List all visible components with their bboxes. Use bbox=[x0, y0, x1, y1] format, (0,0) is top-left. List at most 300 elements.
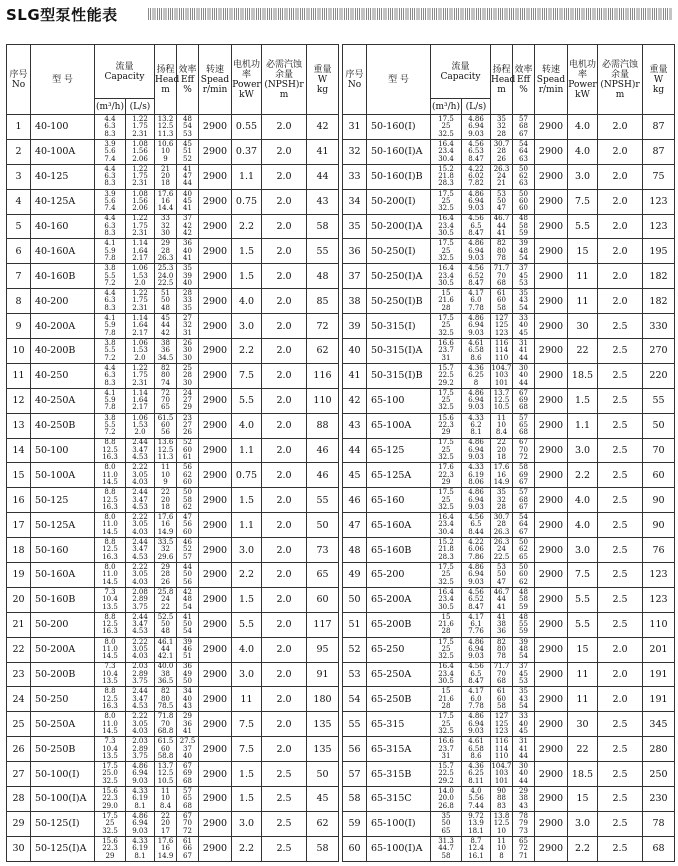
cell-speed: 2900 bbox=[535, 836, 568, 861]
cell-speed: 2900 bbox=[199, 189, 232, 214]
cell-speed: 2900 bbox=[199, 612, 232, 637]
cell-value-line: 30 bbox=[183, 378, 192, 387]
cell-npsh: 2.5 bbox=[598, 612, 643, 637]
cell-speed: 2900 bbox=[535, 587, 568, 612]
cell-capacity-ls bbox=[126, 712, 155, 737]
cell-value-line: 26.3 bbox=[493, 527, 510, 536]
cell-value-line: 32.5 bbox=[438, 727, 454, 736]
cell-value-line: 25 bbox=[441, 644, 451, 653]
cell-value-line: 11.0 bbox=[102, 570, 118, 579]
header-speed: 转速 Spead r/min bbox=[199, 45, 232, 115]
cell-value-line: 10.6 bbox=[157, 139, 174, 148]
cell-value-line: 40 bbox=[183, 694, 192, 703]
cell-value-line: 67 bbox=[519, 503, 528, 511]
cell-value-line: 16 bbox=[161, 520, 170, 529]
cell-no: 42 bbox=[343, 388, 367, 413]
cell-value-line: 3.75 bbox=[132, 677, 148, 686]
cell-no: 8 bbox=[7, 289, 31, 314]
cell-eff bbox=[513, 289, 535, 314]
cell-capacity-m3h bbox=[431, 811, 462, 836]
cell-value-line: 4.56 bbox=[468, 513, 484, 522]
cell-value-line: 8.0 bbox=[104, 637, 116, 646]
cell-model: 65-315 bbox=[367, 712, 431, 737]
cell-value-line: 4.53 bbox=[132, 453, 148, 462]
cell-value-line: 1.64 bbox=[132, 321, 148, 330]
cell-capacity-m3h bbox=[95, 762, 126, 787]
cell-value-line: 3.9 bbox=[104, 139, 116, 148]
cell-value-line: 14.5 bbox=[102, 652, 118, 661]
cell-model: 50-250 bbox=[31, 687, 95, 712]
cell-capacity-m3h bbox=[431, 787, 462, 812]
cell-capacity-m3h bbox=[95, 612, 126, 637]
cell-value-line: 63 bbox=[519, 154, 528, 163]
cell-capacity-m3h bbox=[431, 339, 462, 364]
cell-value-line: 21.6 bbox=[438, 296, 454, 305]
table-row bbox=[343, 214, 675, 239]
cell-value-line: 123 bbox=[494, 328, 509, 337]
table-right bbox=[342, 44, 675, 862]
cell-npsh: 2.5 bbox=[598, 488, 643, 513]
cell-value-line: 4.86 bbox=[132, 811, 148, 820]
cell-capacity-ls bbox=[462, 662, 491, 687]
cell-npsh: 2.0 bbox=[262, 563, 307, 588]
cell-head bbox=[155, 139, 177, 164]
cell-value-line: 7.78 bbox=[468, 303, 484, 312]
cell-value-line: 42 bbox=[161, 328, 170, 337]
table-row bbox=[343, 538, 675, 563]
cell-value-line: 8.47 bbox=[468, 278, 484, 287]
cell-weight: 91 bbox=[307, 662, 339, 687]
cell-head bbox=[491, 363, 513, 388]
cell-model: 40-100A bbox=[31, 139, 95, 164]
cell-weight: 73 bbox=[307, 538, 339, 563]
cell-capacity-m3h bbox=[431, 289, 462, 314]
cell-value-line: 5.6 bbox=[104, 147, 116, 156]
cell-value-line: 67 bbox=[519, 129, 528, 138]
cell-no: 45 bbox=[343, 463, 367, 488]
cell-capacity-m3h bbox=[95, 712, 126, 737]
cell-value-line: 26 bbox=[161, 577, 170, 586]
table-row bbox=[343, 811, 675, 836]
cell-head bbox=[491, 787, 513, 812]
cell-value-line: 101 bbox=[494, 776, 509, 785]
cell-capacity-ls bbox=[462, 637, 491, 662]
cell-head bbox=[491, 762, 513, 787]
cell-value-line: 42 bbox=[183, 587, 192, 596]
cell-value-line: 15.7 bbox=[438, 761, 454, 770]
cell-value-line: 114 bbox=[494, 744, 509, 753]
cell-value-line: 9.03 bbox=[468, 453, 484, 462]
cell-weight: 87 bbox=[643, 115, 675, 140]
cell-npsh: 2.0 bbox=[262, 687, 307, 712]
cell-value-line: 3.47 bbox=[132, 620, 148, 629]
cell-no: 52 bbox=[343, 637, 367, 662]
cell-head bbox=[491, 612, 513, 637]
cell-no: 2 bbox=[7, 139, 31, 164]
cell-value-line: 6.19 bbox=[468, 470, 484, 479]
cell-eff bbox=[513, 264, 535, 289]
cell-value-line: 22 bbox=[161, 602, 170, 611]
cell-value-line: 40 bbox=[519, 321, 528, 330]
cell-value-line: 6.94 bbox=[468, 396, 484, 405]
cell-value-line: 4.86 bbox=[468, 114, 484, 123]
cell-value-line: 15 bbox=[441, 687, 451, 696]
cell-value-line: 4.86 bbox=[468, 712, 484, 721]
cell-power: 5.5 bbox=[232, 612, 262, 637]
cell-value-line: 3.05 bbox=[132, 470, 148, 479]
cell-capacity-ls bbox=[126, 363, 155, 388]
cell-value-line: 69 bbox=[519, 396, 528, 405]
cell-value-line: 25 bbox=[441, 321, 451, 330]
cell-speed: 2900 bbox=[535, 787, 568, 812]
cell-capacity-m3h bbox=[431, 214, 462, 239]
cell-weight: 180 bbox=[307, 687, 339, 712]
cell-value-line: 67 bbox=[519, 388, 528, 397]
cell-value-line: 5.9 bbox=[104, 396, 116, 405]
cell-model: 65-250 bbox=[367, 637, 431, 662]
cell-value-line: 38 bbox=[497, 620, 506, 629]
cell-value-line: 15.6 bbox=[438, 413, 454, 422]
cell-value-line: 101 bbox=[494, 378, 509, 387]
cell-value-line: 23.4 bbox=[438, 520, 454, 529]
cell-value-line: 22.5 bbox=[157, 278, 174, 287]
cell-model: 65-125 bbox=[367, 438, 431, 463]
cell-value-line: 1.56 bbox=[132, 196, 148, 205]
cell-value-line: 57 bbox=[519, 413, 528, 422]
cell-no: 37 bbox=[343, 264, 367, 289]
cell-capacity-m3h bbox=[95, 463, 126, 488]
cell-npsh: 2.0 bbox=[262, 538, 307, 563]
cell-value-line: 32.5 bbox=[438, 328, 454, 337]
cell-capacity-ls bbox=[462, 513, 491, 538]
table-left bbox=[6, 44, 339, 862]
cell-value-line: 6.02 bbox=[468, 172, 484, 181]
cell-value-line: 46.7 bbox=[493, 587, 510, 596]
cell-head bbox=[155, 811, 177, 836]
cell-value-line: 25 bbox=[441, 495, 451, 504]
cell-model: 65-315A bbox=[367, 737, 431, 762]
cell-value-line: 4.53 bbox=[132, 552, 148, 561]
cell-model: 50-315(I)A bbox=[367, 339, 431, 364]
cell-eff bbox=[177, 787, 199, 812]
cell-value-line: 16.4 bbox=[438, 214, 454, 223]
cell-speed: 2900 bbox=[199, 139, 232, 164]
cell-value-line: 50 bbox=[183, 620, 192, 629]
cell-value-line: 8.4 bbox=[495, 428, 508, 437]
cell-value-line: 60 bbox=[497, 296, 506, 305]
cell-value-line: 61.5 bbox=[157, 737, 174, 746]
cell-value-line: 4.53 bbox=[132, 702, 148, 711]
cell-value-line: 14.5 bbox=[102, 478, 118, 487]
cell-value-line: 7.2 bbox=[104, 353, 116, 362]
cell-value-line: 24.0 bbox=[157, 271, 174, 280]
cell-value-line: 54 bbox=[519, 702, 528, 711]
cell-npsh: 2.0 bbox=[262, 289, 307, 314]
cell-capacity-ls bbox=[126, 388, 155, 413]
cell-value-line: 11 bbox=[497, 836, 506, 845]
cell-value-line: 6.52 bbox=[468, 595, 484, 604]
cell-value-line: 2.44 bbox=[132, 612, 148, 621]
cell-no: 10 bbox=[7, 339, 31, 364]
cell-value-line: 25.8 bbox=[157, 587, 174, 596]
cell-value-line: 64 bbox=[519, 520, 528, 529]
table-row bbox=[343, 836, 675, 861]
cell-value-line: 46.7 bbox=[493, 214, 510, 223]
table-row bbox=[7, 811, 339, 836]
cell-model: 50-125A bbox=[31, 513, 95, 538]
cell-speed: 2900 bbox=[535, 737, 568, 762]
cell-no: 49 bbox=[343, 563, 367, 588]
cell-value-line: 15.7 bbox=[438, 363, 454, 372]
table-row bbox=[7, 563, 339, 588]
cell-eff bbox=[513, 662, 535, 687]
cell-head bbox=[491, 637, 513, 662]
cell-value-line: 8.1 bbox=[134, 851, 146, 860]
cell-power: 1.5 bbox=[232, 239, 262, 264]
cell-value-line: 8.8 bbox=[104, 687, 116, 696]
cell-value-line: 2.08 bbox=[132, 587, 148, 596]
cell-value-line: 10.4 bbox=[102, 669, 118, 678]
cell-capacity-ls bbox=[126, 239, 155, 264]
cell-power: 22 bbox=[568, 737, 598, 762]
cell-value-line: 60 bbox=[161, 744, 170, 753]
cell-value-line: 6.52 bbox=[468, 271, 484, 280]
cell-value-line: 39 bbox=[519, 239, 528, 248]
cell-power: 1.5 bbox=[232, 787, 262, 812]
cell-value-line: 18 bbox=[161, 179, 170, 188]
cell-value-line: 70 bbox=[161, 719, 170, 728]
cell-value-line: 1.53 bbox=[132, 346, 148, 355]
cell-value-line: 44 bbox=[497, 221, 506, 230]
cell-capacity-ls bbox=[126, 687, 155, 712]
cell-value-line: 4.56 bbox=[468, 264, 484, 273]
cell-value-line: 29 bbox=[161, 239, 170, 248]
cell-no: 28 bbox=[7, 787, 31, 812]
cell-npsh: 2.0 bbox=[262, 612, 307, 637]
cell-head bbox=[155, 737, 177, 762]
cell-speed: 2900 bbox=[199, 164, 232, 189]
cell-speed: 2900 bbox=[199, 538, 232, 563]
cell-value-line: 44 bbox=[497, 595, 506, 604]
cell-value-line: 17.6 bbox=[157, 513, 174, 522]
cell-eff bbox=[513, 239, 535, 264]
cell-head bbox=[491, 563, 513, 588]
cell-speed: 2900 bbox=[535, 239, 568, 264]
header-speed: 转速 Spead r/min bbox=[535, 45, 568, 115]
cell-value-line: 56 bbox=[183, 463, 192, 472]
cell-value-line: 29 bbox=[183, 712, 192, 721]
table-row bbox=[7, 214, 339, 239]
cell-capacity-ls bbox=[462, 289, 491, 314]
cell-value-line: 54 bbox=[519, 513, 528, 522]
cell-value-line: 80 bbox=[161, 694, 170, 703]
cell-value-line: 50 bbox=[441, 819, 451, 828]
table-row bbox=[343, 463, 675, 488]
cell-value-line: 6.58 bbox=[468, 346, 484, 355]
cell-value-line: 32.5 bbox=[102, 776, 118, 785]
header-eff: 效率 Eff % bbox=[177, 45, 199, 115]
table-row bbox=[343, 737, 675, 762]
cell-value-line: 3.8 bbox=[104, 264, 116, 273]
cell-weight: 55 bbox=[307, 488, 339, 513]
cell-value-line: 12.5 bbox=[157, 122, 174, 131]
cell-head bbox=[491, 662, 513, 687]
cell-value-line: 32.5 bbox=[438, 254, 454, 263]
cell-power: 1.5 bbox=[232, 264, 262, 289]
cell-value-line: 4.36 bbox=[468, 363, 484, 372]
cell-value-line: 4.53 bbox=[132, 627, 148, 636]
cell-model: 40-160B bbox=[31, 264, 95, 289]
cell-value-line: 4.4 bbox=[104, 114, 116, 123]
cell-value-line: 15 bbox=[441, 612, 451, 621]
cell-weight: 62 bbox=[307, 811, 339, 836]
cell-no: 15 bbox=[7, 463, 31, 488]
cell-capacity-ls bbox=[126, 339, 155, 364]
cell-capacity-m3h bbox=[431, 413, 462, 438]
cell-weight: 48 bbox=[307, 264, 339, 289]
cell-value-line: 50 bbox=[519, 562, 528, 571]
cell-value-line: 42 bbox=[183, 221, 192, 230]
cell-value-line: 30.4 bbox=[438, 154, 454, 163]
cell-capacity-ls bbox=[126, 413, 155, 438]
cell-value-line: 2.31 bbox=[132, 129, 148, 138]
cell-value-line: 10 bbox=[497, 844, 506, 853]
cell-power: 5.5 bbox=[232, 388, 262, 413]
cell-value-line: 82 bbox=[497, 239, 506, 248]
cell-capacity-m3h bbox=[95, 687, 126, 712]
cell-value-line: 23.4 bbox=[438, 595, 454, 604]
cell-capacity-ls bbox=[462, 189, 491, 214]
cell-capacity-m3h bbox=[95, 787, 126, 812]
cell-capacity-m3h bbox=[95, 637, 126, 662]
cell-value-line: 8.0 bbox=[104, 463, 116, 472]
cell-speed: 2900 bbox=[535, 189, 568, 214]
cell-power: 4.0 bbox=[232, 289, 262, 314]
cell-value-line: 4.1 bbox=[104, 313, 116, 322]
cell-npsh: 2.0 bbox=[262, 388, 307, 413]
cell-value-line: 116 bbox=[494, 737, 509, 746]
cell-value-line: 9 bbox=[163, 154, 168, 163]
table-row bbox=[7, 737, 339, 762]
cell-value-line: 58 bbox=[497, 303, 506, 312]
cell-speed: 2900 bbox=[535, 488, 568, 513]
cell-npsh: 2.5 bbox=[598, 314, 643, 339]
cell-capacity-ls bbox=[462, 388, 491, 413]
cell-value-line: 9.03 bbox=[468, 727, 484, 736]
cell-value-line: 48 bbox=[519, 214, 528, 223]
cell-value-line: 6.3 bbox=[104, 122, 116, 131]
cell-value-line: 25 bbox=[441, 196, 451, 205]
cell-value-line: 4.33 bbox=[132, 786, 148, 795]
cell-capacity-m3h bbox=[95, 488, 126, 513]
cell-value-line: 22.3 bbox=[102, 794, 118, 803]
cell-value-line: 79 bbox=[519, 819, 528, 828]
cell-value-line: 8.8 bbox=[104, 537, 116, 546]
cell-npsh: 2.0 bbox=[262, 488, 307, 513]
cell-value-line: 30.7 bbox=[493, 139, 510, 148]
cell-value-line: 4.86 bbox=[468, 388, 484, 397]
cell-value-line: 23.4 bbox=[438, 221, 454, 230]
cell-value-line: 3.8 bbox=[104, 338, 116, 347]
cell-value-line: 52.5 bbox=[157, 612, 174, 621]
cell-value-line: 125 bbox=[494, 321, 509, 330]
cell-speed: 2900 bbox=[535, 563, 568, 588]
cell-value-line: 14.5 bbox=[102, 727, 118, 736]
cell-weight: 58 bbox=[307, 836, 339, 861]
cell-speed: 2900 bbox=[535, 289, 568, 314]
cell-value-line: 6.94 bbox=[468, 495, 484, 504]
cell-value-line: 26 bbox=[183, 428, 192, 437]
cell-value-line: 74 bbox=[161, 378, 170, 387]
cell-weight: 90 bbox=[643, 488, 675, 513]
cell-value-line: 18 bbox=[497, 453, 506, 462]
cell-value-line: 11.3 bbox=[157, 129, 174, 138]
cell-value-line: 4.61 bbox=[468, 338, 484, 347]
cell-speed: 2900 bbox=[199, 737, 232, 762]
cell-speed: 2900 bbox=[199, 513, 232, 538]
cell-value-line: 125 bbox=[494, 719, 509, 728]
cell-value-line: 27 bbox=[183, 420, 192, 429]
cell-value-line: 78 bbox=[497, 652, 506, 661]
cell-value-line: 15 bbox=[441, 289, 451, 298]
cell-eff bbox=[177, 637, 199, 662]
cell-value-line: 20 bbox=[161, 819, 170, 828]
cell-capacity-m3h bbox=[431, 563, 462, 588]
cell-capacity-m3h bbox=[95, 164, 126, 189]
cell-value-line: 30.5 bbox=[438, 229, 454, 238]
cell-npsh: 2.0 bbox=[262, 737, 307, 762]
cell-no: 34 bbox=[343, 189, 367, 214]
cell-value-line: 6.06 bbox=[468, 545, 484, 554]
cell-power: 2.2 bbox=[568, 463, 598, 488]
cell-value-line: 3.9 bbox=[104, 189, 116, 198]
cell-value-line: 26.3 bbox=[157, 254, 174, 263]
cell-power: 11 bbox=[568, 289, 598, 314]
cell-weight: 191 bbox=[643, 687, 675, 712]
cell-speed: 2900 bbox=[199, 811, 232, 836]
cell-capacity-ls bbox=[462, 214, 491, 239]
cell-power: 2.2 bbox=[232, 836, 262, 861]
cell-model: 50-100(I) bbox=[31, 762, 95, 787]
cell-value-line: 36 bbox=[183, 662, 192, 671]
cell-value-line: 33 bbox=[519, 313, 528, 322]
cell-eff bbox=[177, 662, 199, 687]
cell-value-line: 35 bbox=[183, 303, 192, 312]
cell-value-line: 44 bbox=[183, 562, 192, 571]
cell-power: 0.37 bbox=[232, 139, 262, 164]
cell-head bbox=[155, 413, 177, 438]
cell-speed: 2900 bbox=[535, 811, 568, 836]
cell-head bbox=[155, 339, 177, 364]
cell-no: 14 bbox=[7, 438, 31, 463]
cell-value-line: 30.5 bbox=[438, 278, 454, 287]
cell-value-line: 21.6 bbox=[438, 620, 454, 629]
cell-value-line: 34.5 bbox=[157, 353, 174, 362]
table-row bbox=[343, 289, 675, 314]
cell-no: 33 bbox=[343, 164, 367, 189]
cell-value-line: 16.4 bbox=[438, 139, 454, 148]
cell-value-line: 40.0 bbox=[157, 662, 174, 671]
table-row bbox=[7, 463, 339, 488]
cell-value-line: 45 bbox=[519, 727, 528, 736]
header-power: 电机功率 Power kW bbox=[232, 45, 262, 115]
table-row bbox=[7, 488, 339, 513]
cell-no: 55 bbox=[343, 712, 367, 737]
cell-no: 43 bbox=[343, 413, 367, 438]
cell-value-line: 14.9 bbox=[157, 527, 174, 536]
cell-value-line: 60 bbox=[519, 196, 528, 205]
header-npsh: 必需汽蚀余量 (NPSH)r m bbox=[598, 45, 643, 115]
